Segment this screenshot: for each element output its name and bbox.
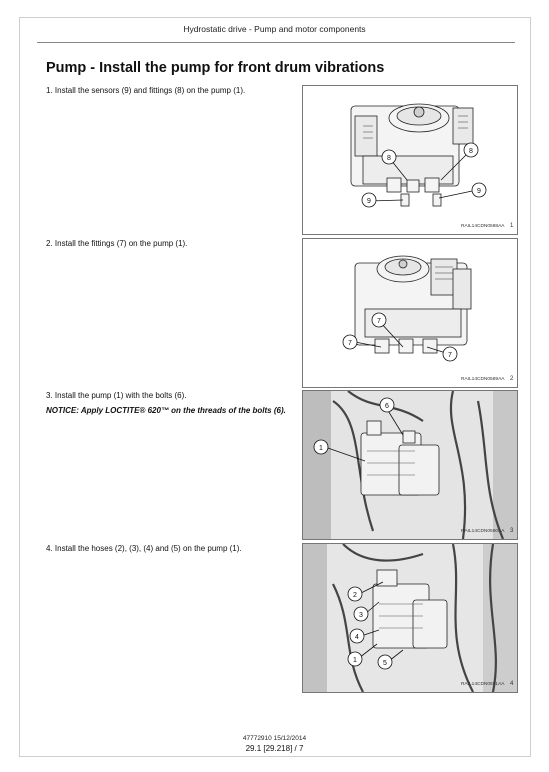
figure-4-callout-5: 5 (383, 660, 387, 667)
figure-4-callout-1: 1 (353, 657, 357, 664)
figure-2-callout-7a: 7 (377, 318, 381, 325)
figure-1-callout-8b: 8 (469, 148, 473, 155)
figure-4-callout-2: 2 (353, 592, 357, 599)
figure-1-callout-8a: 8 (387, 155, 391, 162)
figure-3-callout-1: 1 (319, 445, 323, 452)
step-3-text: 3. Install the pump (1) with the bolts (6). (46, 391, 187, 400)
figure-3-code: RAIL14CDN0590AA (461, 529, 505, 534)
figure-1-number: 1 (510, 223, 514, 229)
figure-1-callout-9a: 9 (367, 198, 371, 205)
figure-1-code: RAIL14CDN0588AA (461, 224, 505, 229)
running-header: Hydrostatic drive - Pump and motor components (183, 24, 366, 34)
step-4-text: 4. Install the hoses (2), (3), (4) and (5) on the pump (1). (46, 544, 242, 553)
step-1-text: 1. Install the sensors (9) and fittings (8) on the pump (1). (46, 86, 246, 95)
figure-2 (302, 238, 518, 388)
section-title: Pump - Install the pump for front drum vibrations (46, 60, 385, 76)
figure-3-photo (303, 391, 517, 539)
figure-3-callout-6: 6 (385, 403, 389, 410)
figure-2-code: RAIL14CDN0589AA (461, 377, 505, 382)
figure-2-illustration (303, 239, 517, 387)
notice-text: NOTICE: Apply LOCTITE® 620™ on the threads of the bolts (6). (46, 406, 286, 415)
figure-1-illustration (303, 86, 517, 234)
figure-4-callout-3: 3 (359, 612, 363, 619)
figure-3-number: 3 (510, 528, 514, 534)
figure-2-callout-7c: 7 (448, 352, 452, 359)
footer-doc-code: 47772910 15/12/2014 (242, 735, 307, 742)
figure-4-callout-4: 4 (355, 634, 359, 641)
footer-page-ref: 29.1 [29.218] / 7 (245, 744, 304, 753)
figure-3 (302, 390, 518, 540)
figure-2-callout-7b: 7 (348, 340, 352, 347)
figure-1-callout-9b: 9 (477, 188, 481, 195)
header-divider (37, 42, 515, 43)
figure-4-number: 4 (510, 681, 514, 687)
figure-4 (302, 543, 518, 693)
figure-2-number: 2 (510, 376, 514, 382)
figure-1 (302, 85, 518, 235)
figure-4-code: RAIL14CDN0591AA (461, 682, 505, 687)
step-2-text: 2. Install the fittings (7) on the pump (1). (46, 239, 188, 248)
figure-4-photo (303, 544, 517, 692)
